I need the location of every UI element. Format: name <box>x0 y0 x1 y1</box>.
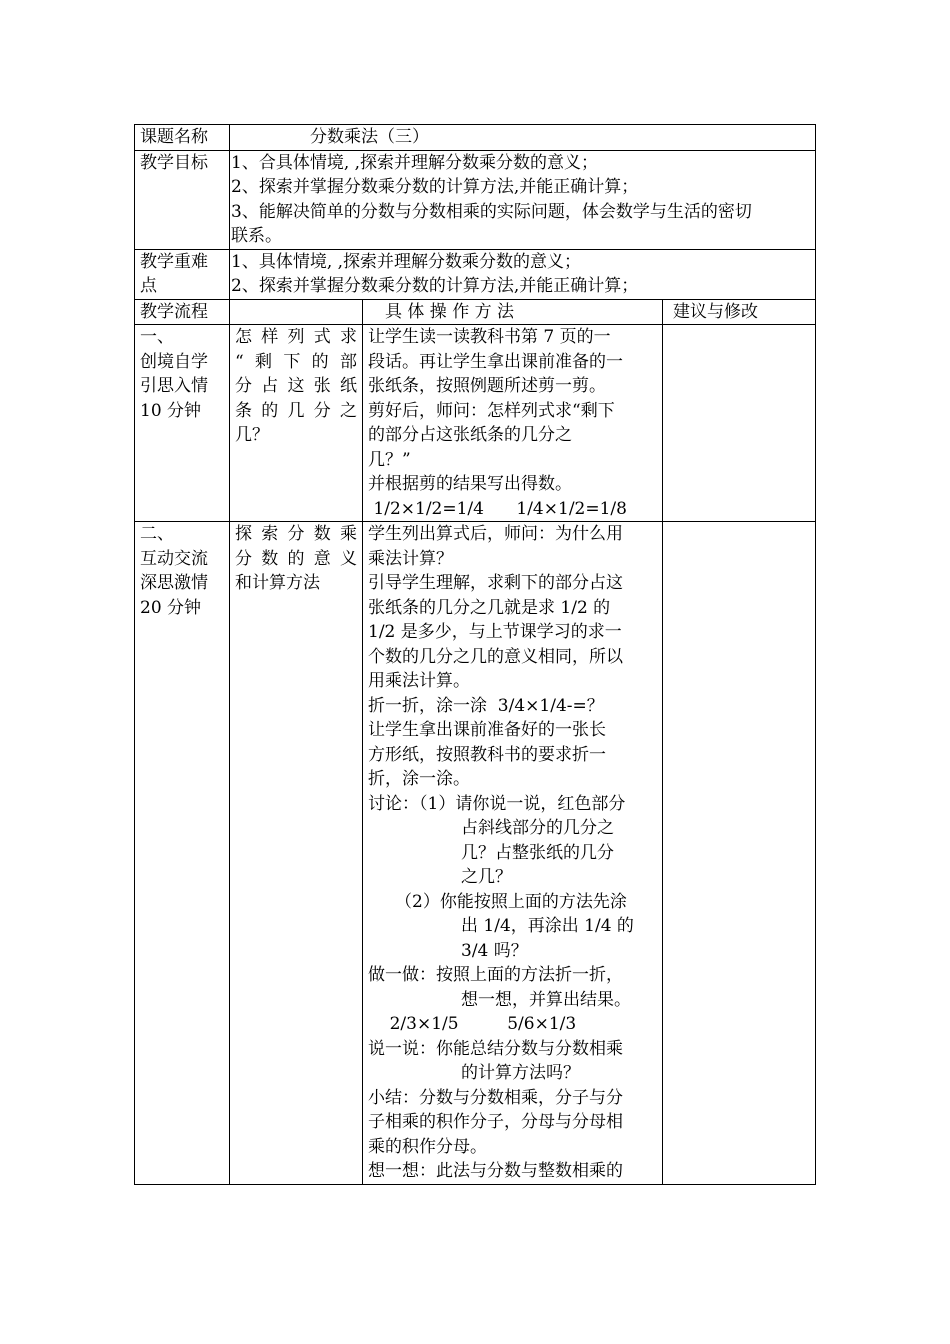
key-points-content <box>230 249 816 299</box>
lesson-plan-table <box>134 124 816 1185</box>
objectives-content <box>230 150 816 249</box>
objectives-row <box>135 150 816 249</box>
process-header: 教学流程 <box>135 299 230 325</box>
question-header <box>230 299 363 325</box>
stage2-question: 探索分数乘 分数的意义 和计算方法 <box>230 522 363 1185</box>
do-heading: 做一做：按照上面的方法折一折， <box>368 965 623 985</box>
stage1-steps: 让学生读一读教科书第 7 页的一 段话。再让学生拿出课前准备的一 张纸条，按照例题所述剪一剪。 剪好后，师问：怎样列式求“剩下 的部分占这张纸条的几分之 几？” 并根据剪的结果写出得数。 1/2×1/2=1/4 1/4×1/2=1/8 <box>363 325 663 522</box>
header-row <box>135 299 816 325</box>
title-row <box>135 125 816 151</box>
stage2-suggest <box>663 522 816 1185</box>
objective-item: 1、合具体情境, ,探索并理解分数乘分数的意义； <box>231 152 599 173</box>
stage2-name: 二、 互动交流 深思激情 20 分钟 <box>135 522 230 1185</box>
method-header: 具 体 操 作 方 法 <box>363 299 663 325</box>
objective-item: 3、能解决简单的分数与分数相乘的实际问题，体会数学与生活的密切 <box>231 201 752 222</box>
say-heading: 说一说：你能总结分数与分数相乘 <box>368 1038 623 1059</box>
stage1-name: 一、 创境自学 引思入情 10 分钟 <box>135 325 230 522</box>
think-line: 想一想：此法与分数与整数相乘的 <box>368 1161 623 1181</box>
key-points-label: 教学重难 点 <box>135 249 230 299</box>
discussion-heading: 讨论：（1）请你说一说，红色部分 <box>368 793 626 814</box>
stage1-row <box>135 325 816 522</box>
stage2-row <box>135 522 816 1185</box>
suggest-header: 建议与修改 <box>663 299 816 325</box>
stage1-suggest <box>663 325 816 522</box>
title-label: 课题名称 <box>135 125 230 151</box>
stage1-question: 怎样列式求 “剩下的部 分占这张纸 条的几分之 几？ <box>230 325 363 522</box>
key-points-row <box>135 249 816 299</box>
stage2-steps: 学生列出算式后，师问：为什么用 乘法计算？ 引导学生理解，求剩下的部分占这 张纸条的几分之几就是求 1/2 的 1/2 是多少，与上节课学习的求一 个数的几分之几的意义相同，所以 用乘法计算。 折一折，涂一涂 3/4×1/4-=？ 让学生拿出课前准备好的一张长 方形纸，按照教科书的要求折一 折，涂一涂。 讨论：（1）请你说一说，红色部分 占斜线部分的几分之 几？占整张纸的几分 之几？ （2）你能按照上面的方法先涂 出 1/4，再涂出 1/4 的 3/4 吗？ 做一做：按照上面的方法折一折， 想一想，并算出结果。 2/3×1/5 5/6×1/3 说一说：你能总结分数与分数相乘 的计算方法吗？ 小结：分数与分数相乘，分子与分 子相乘的积作分子，分母与分母相 乘的积作分母。 想一想：此法与分数与整数相乘的 <box>363 522 663 1185</box>
objectives-label: 教学目标 <box>135 150 230 249</box>
lesson-title: 分数乘法（三） <box>230 125 816 151</box>
key-point-item: 2、探索并掌握分数乘分数的计算方法,并能正确计算； <box>231 276 639 296</box>
key-point-item: 1、具体情境, ,探索并理解分数乘分数的意义； <box>231 251 582 272</box>
summary-line: 小结：分数与分数相乘，分子与分 <box>368 1087 623 1108</box>
objective-item: 联系。 <box>231 226 282 246</box>
objective-item: 2、探索并掌握分数乘分数的计算方法,并能正确计算； <box>231 177 639 197</box>
